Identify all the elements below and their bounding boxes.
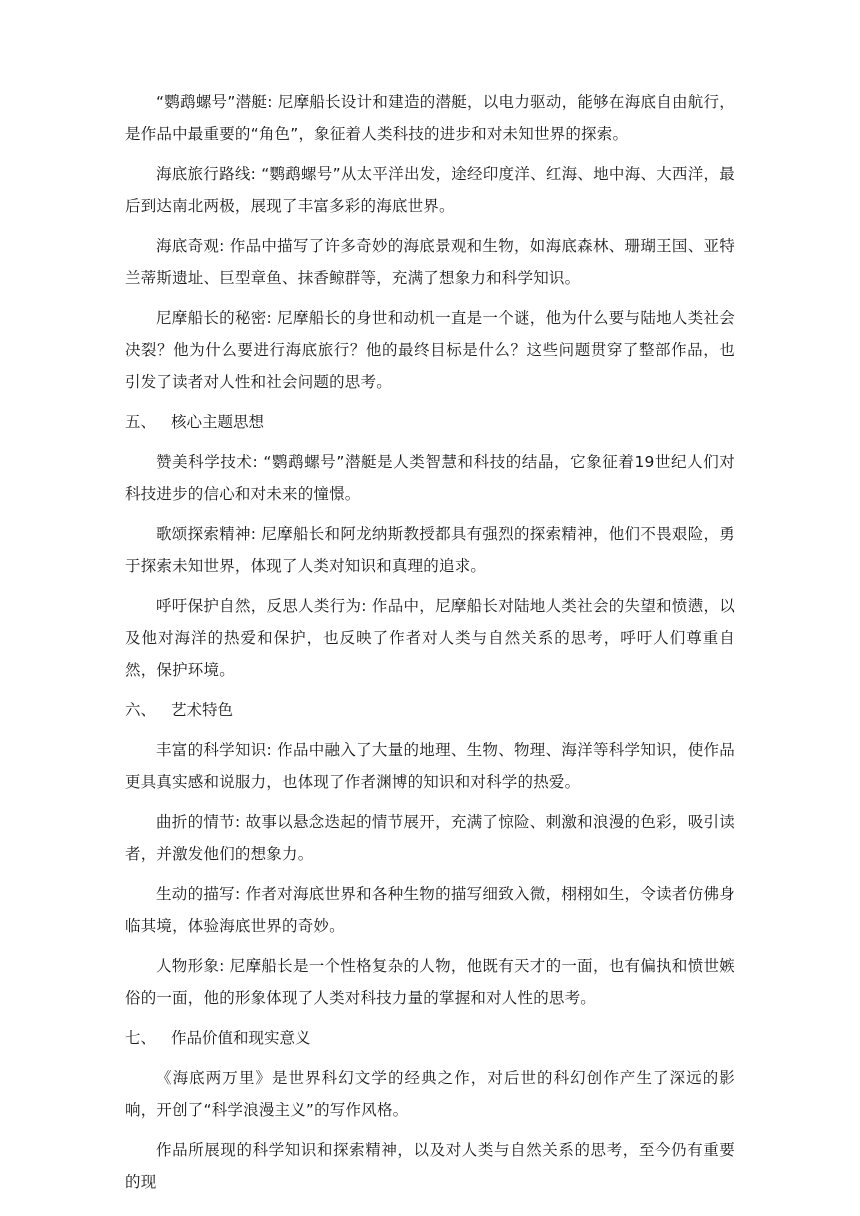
- section-title: 作品价值和现实意义: [171, 1029, 311, 1047]
- paragraph: 海底旅行路线: “鹦鹉螺号”从太平洋出发，途经印度洋、红海、地中海、大西洋，最后到达南北两极，展现了丰富多彩的海底世界。: [125, 165, 735, 215]
- paragraph: 曲折的情节: 故事以悬念迭起的情节展开，充满了惊险、刺激和浪漫的色彩，吸引读者，并激发他们的想象力。: [125, 813, 735, 863]
- paragraph: 呼吁保护自然，反思人类行为: 作品中，尼摩船长对陆地人类社会的失望和愤懑，以及他对海洋的热爱和保护，也反映了作者对人类与自然关系的思考，呼吁人们尊重自然，保护环境。: [125, 597, 735, 679]
- paragraph: 作品所展现的科学知识和探索精神，以及对人类与自然关系的思考，至今仍有重要的现: [125, 1141, 735, 1191]
- section-heading-5: [125, 406, 735, 438]
- paragraph: 《海底两万里》是世界科幻文学的经典之作，对后世的科幻创作产生了深远的影响，开创了“科学浪漫主义”的写作风格。: [125, 1069, 735, 1119]
- section-number: 六、: [125, 701, 157, 719]
- paragraph: “鹦鹉螺号”潜艇: 尼摩船长设计和建造的潜艇，以电力驱动，能够在海底自由航行，是作品中最重要的“角色”，象征着人类科技的进步和对未知世界的探索。: [125, 93, 735, 143]
- paragraph: 赞美科学技术: “鹦鹉螺号”潜艇是人类智慧和科技的结晶，它象征着19世纪人们对科技进步的信心和对未来的憧憬。: [125, 453, 735, 503]
- section-heading-6: [125, 694, 735, 726]
- section-heading-7: [125, 1022, 735, 1054]
- paragraph: 人物形象: 尼摩船长是一个性格复杂的人物，他既有天才的一面，也有偏执和愤世嫉俗的一面，他的形象体现了人类对科技力量的掌握和对人性的思考。: [125, 957, 735, 1007]
- document-body: [125, 86, 735, 1206]
- paragraph: 海底奇观: 作品中描写了许多奇妙的海底景观和生物，如海底森林、珊瑚王国、亚特兰蒂斯遗址、巨型章鱼、抹香鲸群等，充满了想象力和科学知识。: [125, 237, 735, 287]
- section-number: 七、: [125, 1029, 157, 1047]
- paragraph: 丰富的科学知识: 作品中融入了大量的地理、生物、物理、海洋等科学知识，使作品更具真实感和说服力，也体现了作者渊博的知识和对科学的热爱。: [125, 741, 735, 791]
- section-title: 艺术特色: [171, 701, 234, 719]
- section-number: 五、: [125, 413, 157, 431]
- paragraph: 歌颂探索精神: 尼摩船长和阿龙纳斯教授都具有强烈的探索精神，他们不畏艰险，勇于探索未知世界，体现了人类对知识和真理的追求。: [125, 525, 735, 575]
- paragraph: 尼摩船长的秘密: 尼摩船长的身世和动机一直是一个谜，他为什么要与陆地人类社会决裂？他为什么要进行海底旅行？他的最终目标是什么？这些问题贯穿了整部作品，也引发了读者对人性和社会问题的思考。: [125, 309, 735, 391]
- section-title: 核心主题思想: [171, 413, 265, 431]
- paragraph: 生动的描写: 作者对海底世界和各种生物的描写细致入微，栩栩如生，令读者仿佛身临其境，体验海底世界的奇妙。: [125, 885, 735, 935]
